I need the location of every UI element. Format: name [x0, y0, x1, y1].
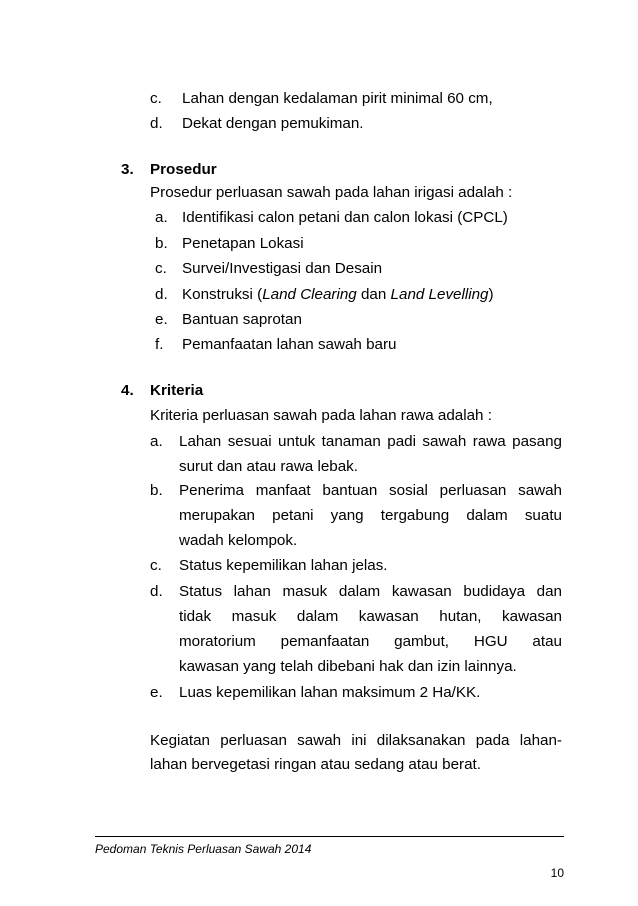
list-item-text: moratorium pemanfaatan gambut, HGU atau: [179, 633, 562, 650]
section-lead: Prosedur perluasan sawah pada lahan irigasi adalah :: [150, 184, 513, 201]
list-marker: e.: [155, 311, 168, 328]
list-item-text: Identifikasi calon petani dan calon lokasi (CPCL): [182, 209, 508, 226]
list-item-text: Penerima manfaat bantuan sosial perluasan sawah: [179, 482, 562, 499]
section-number: 3.: [121, 161, 134, 178]
list-marker: d.: [150, 583, 163, 600]
list-item-text: merupakan petani yang tergabung dalam suatu: [179, 507, 562, 524]
section-number: 4.: [121, 382, 134, 399]
list-marker: d.: [150, 115, 163, 132]
section-title: Prosedur: [150, 161, 217, 178]
list-marker: a.: [150, 433, 163, 450]
list-item-text: Lahan sesuai untuk tanaman padi sawah rawa pasang: [179, 433, 562, 450]
closing-paragraph-line: lahan bervegetasi ringan atau sedang atau berat.: [150, 756, 481, 773]
list-item-text: Status kepemilikan lahan jelas.: [179, 557, 388, 574]
list-marker: c.: [150, 557, 162, 574]
list-marker: a.: [155, 209, 168, 226]
list-item-text: wadah kelompok.: [179, 532, 298, 549]
list-item-text: [182, 285, 494, 305]
list-item-text: kawasan yang telah dibebani hak dan izin lainnya.: [179, 658, 517, 675]
list-marker: e.: [150, 684, 163, 701]
text-run: ): [488, 286, 494, 303]
page-number: 10: [550, 866, 564, 880]
list-item-text: Bantuan saprotan: [182, 311, 302, 328]
list-item-text: tidak masuk dalam kawasan hutan, kawasan: [179, 608, 562, 625]
list-marker: b.: [150, 482, 163, 499]
list-item-text: Status lahan masuk dalam kawasan budidaya dan: [179, 583, 562, 600]
italic-term: Land Clearing: [262, 286, 357, 303]
list-item-text: Lahan dengan kedalaman pirit minimal 60 cm,: [182, 90, 493, 107]
list-marker: c.: [155, 260, 167, 277]
list-item-text: Survei/Investigasi dan Desain: [182, 260, 383, 277]
text-run: Konstruksi (: [182, 286, 263, 303]
list-marker: b.: [155, 235, 168, 252]
section-title: Kriteria: [150, 382, 204, 399]
list-item-text: Penetapan Lokasi: [182, 235, 304, 252]
list-marker: c.: [150, 90, 162, 107]
footer-divider: [95, 836, 564, 837]
list-item-text: Dekat dengan pemukiman.: [182, 115, 364, 132]
closing-paragraph-line: Kegiatan perluasan sawah ini dilaksanakan pada lahan-: [150, 732, 562, 749]
list-marker: f.: [155, 336, 164, 353]
section-lead: Kriteria perluasan sawah pada lahan rawa adalah :: [150, 407, 492, 424]
list-item-text: surut dan atau rawa lebak.: [179, 458, 358, 475]
list-item-text: Luas kepemilikan lahan maksimum 2 Ha/KK.: [179, 684, 481, 701]
footer-title: Pedoman Teknis Perluasan Sawah 2014: [95, 842, 312, 856]
text-run: dan: [356, 286, 391, 303]
italic-term: Land Levelling: [390, 286, 489, 303]
list-item-text: Pemanfaatan lahan sawah baru: [182, 336, 397, 353]
list-marker: d.: [155, 286, 168, 303]
